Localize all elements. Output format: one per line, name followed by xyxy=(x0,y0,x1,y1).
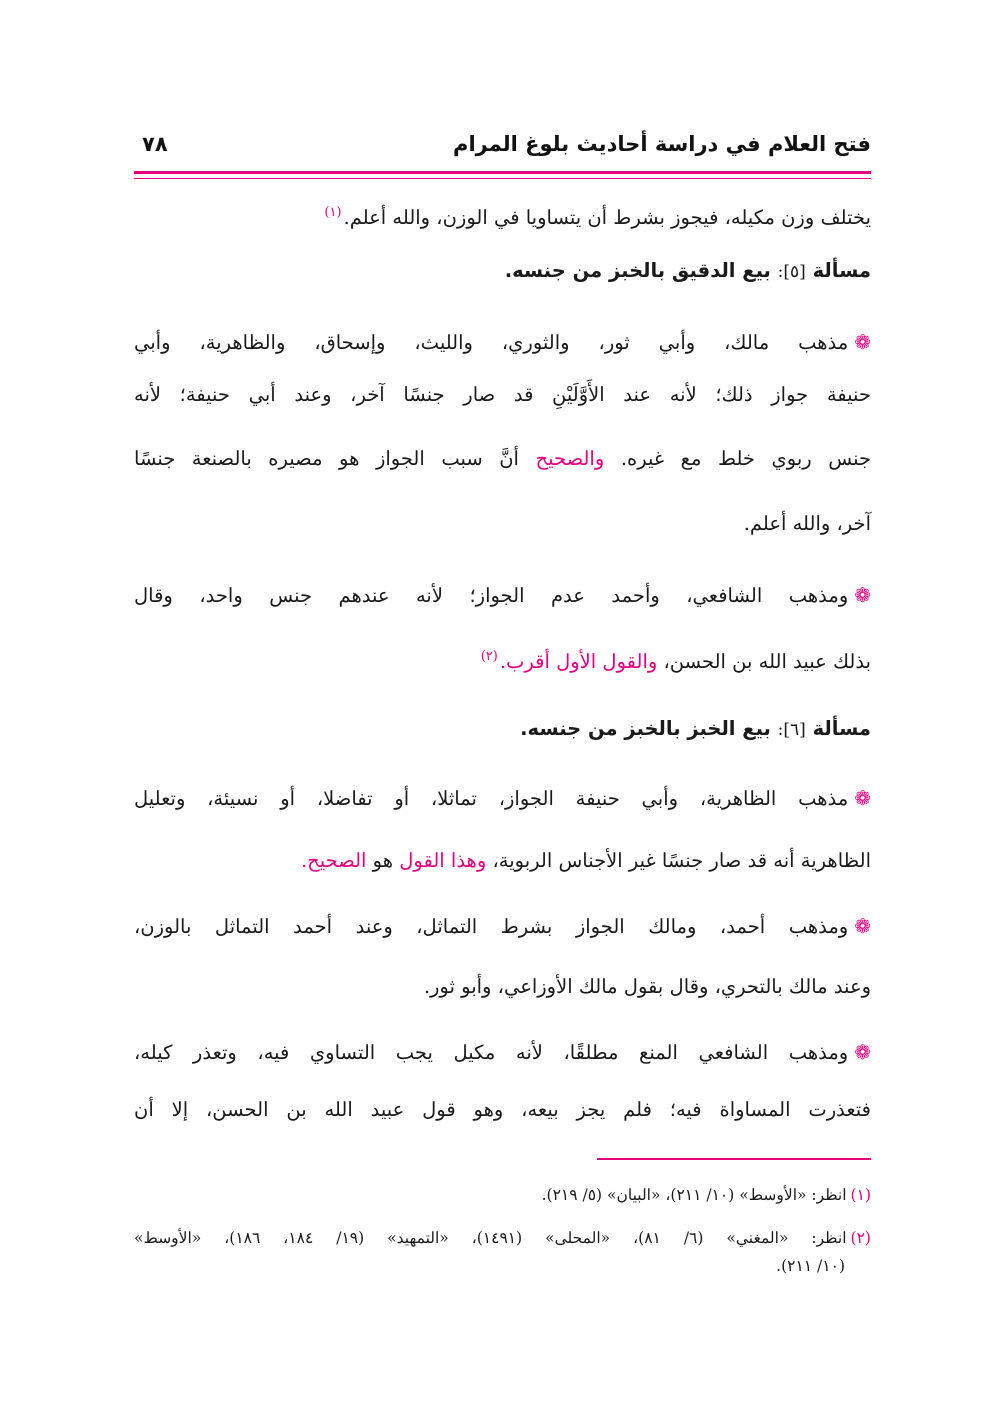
footnote-2: (٢)انظر: «المغني» (٦/ ٨١)، «المحلى» (١٤٩١)، «التمهيد» (١٩/ ١٨٤، ١٨٦)، «الأوسط» xyxy=(134,1229,871,1247)
section-heading-6: مسألة [٦]: بيع الخبز بالخبز من جنسه. xyxy=(520,717,871,740)
body-line: ❁مذهب الظاهرية، وأبي حنيفة الجواز، تماثلا، أو تفاضلا، أو نسيئة، وتعليل xyxy=(134,786,871,810)
footnote-separator xyxy=(597,1158,871,1160)
section-heading-5: مسألة [٥]: بيع الدقيق بالخبز من جنسه. xyxy=(504,259,871,282)
body-line: ❁مذهب مالك، وأبي ثور، والثوري، والليث، وإسحاق، والظاهرية، وأبي xyxy=(134,330,871,354)
emphasis-this-opinion: وهذا القول xyxy=(399,849,487,872)
body-line: ❁ومذهب الشافعي المنع مطلقًا، لأنه مكيل يجب التساوي فيه، وتعذر كيله، xyxy=(134,1040,871,1064)
footnote-ref-2[interactable]: (٢) xyxy=(480,649,498,664)
running-header xyxy=(134,128,871,168)
flower-bullet-icon: ❁ xyxy=(854,914,871,938)
flower-bullet-icon: ❁ xyxy=(854,1040,871,1064)
body-line: آخر، والله أعلم. xyxy=(743,512,871,535)
body-line: ❁ومذهب أحمد، ومالك الجواز بشرط التماثل، وعند أحمد التماثل بالوزن، xyxy=(134,914,871,938)
body-line: ❁ومذهب الشافعي، وأحمد عدم الجواز؛ لأنه عندهم جنس واحد، وقال xyxy=(134,583,871,607)
flower-bullet-icon: ❁ xyxy=(854,583,871,607)
body-line: يختلف وزن مكيله، فيجوز بشرط أن يتساويا في الوزن، والله أعلم.$^{(١)}$ xyxy=(324,205,871,229)
footnote-ref-1[interactable]: (١) xyxy=(324,205,342,220)
footnote-2-continued: (١٠/ ٢١١). xyxy=(776,1257,845,1275)
header-rule-thin xyxy=(134,178,871,179)
emphasis-first-opinion: والقول الأول أقرب. xyxy=(499,650,658,673)
page-number: ٧٨ xyxy=(142,132,168,156)
flower-bullet-icon: ❁ xyxy=(854,330,871,354)
emphasis-correct: والصحيح xyxy=(535,447,605,470)
body-line: حنيفة جواز ذلك؛ لأنه عند الأَوَّلَيْنِ قد صار جنسًا آخر، وعند أبي حنيفة؛ لأنه xyxy=(134,383,871,406)
body-line: بذلك عبيد الله بن الحسن، والقول الأول أقرب.$^{(٢)}$ xyxy=(480,649,871,673)
page xyxy=(134,0,871,1418)
footnote-1: (١)انظر: «الأوسط» (١٠/ ٢١١)، «البيان» (٥/ ٢١٩). xyxy=(541,1186,871,1204)
body-line: الظاهرية أنه قد صار جنسًا غير الأجناس الربوية، وهذا القول هو الصحيح. xyxy=(300,849,871,872)
emphasis-correct: الصحيح. xyxy=(300,849,367,872)
book-title: فتح العلام في دراسة أحاديث بلوغ المرام xyxy=(453,132,871,156)
body-line: جنس ربوي خلط مع غيره. والصحيح أنَّ سبب الجواز هو مصيره بالصنعة جنسًا xyxy=(134,447,872,470)
flower-bullet-icon: ❁ xyxy=(854,786,871,810)
header-rule-thick xyxy=(134,171,871,174)
body-line: وعند مالك بالتحري، وقال بقول مالك الأوزاعي، وأبو ثور. xyxy=(423,975,871,998)
body-line: فتعذرت المساواة فيه؛ فلم يجز بيعه، وهو قول عبيد الله بن الحسن، إلا أن xyxy=(134,1098,871,1121)
